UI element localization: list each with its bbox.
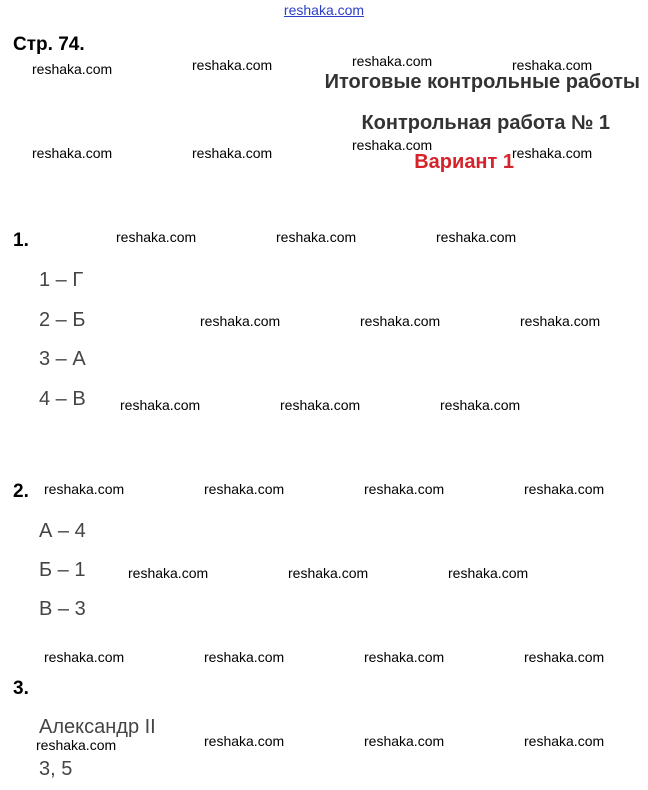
watermark: reshaka.com: [32, 145, 113, 161]
question-2-answer: В – 3: [39, 598, 86, 620]
watermark: reshaka.com: [44, 649, 125, 665]
watermark: reshaka.com: [524, 733, 605, 749]
watermark: reshaka.com: [32, 61, 113, 77]
question-1-answer: 4 – В: [39, 388, 86, 410]
question-2-answer: А – 4: [39, 520, 86, 542]
site-link[interactable]: reshaka.com: [283, 2, 365, 18]
watermark: reshaka.com: [364, 733, 445, 749]
question-3-answer: 3, 5: [39, 758, 73, 780]
watermark: reshaka.com: [520, 313, 601, 329]
watermark: reshaka.com: [436, 229, 517, 245]
question-3-answer: Александр II: [39, 716, 156, 738]
watermark: reshaka.com: [36, 737, 117, 753]
watermark: reshaka.com: [204, 649, 285, 665]
watermark: reshaka.com: [192, 57, 273, 73]
question-3-number: 3.: [13, 678, 29, 699]
watermark: reshaka.com: [116, 229, 197, 245]
page-number: Стр. 74.: [13, 34, 85, 55]
question-1-number: 1.: [13, 230, 29, 251]
question-2-answer: Б – 1: [39, 559, 86, 581]
watermark: reshaka.com: [352, 53, 433, 69]
watermark: reshaka.com: [364, 649, 445, 665]
watermark: reshaka.com: [288, 565, 369, 581]
watermark: reshaka.com: [524, 481, 605, 497]
variant-label: Вариант 1: [414, 151, 514, 173]
watermark: reshaka.com: [352, 137, 433, 153]
watermark: reshaka.com: [200, 313, 281, 329]
watermark: reshaka.com: [128, 565, 209, 581]
question-1-answer: 2 – Б: [39, 309, 86, 331]
watermark: reshaka.com: [448, 565, 529, 581]
watermark: reshaka.com: [44, 481, 125, 497]
watermark: reshaka.com: [360, 313, 441, 329]
watermark: reshaka.com: [204, 733, 285, 749]
watermark: reshaka.com: [440, 397, 521, 413]
watermark: reshaka.com: [120, 397, 201, 413]
watermark: reshaka.com: [524, 649, 605, 665]
watermark: reshaka.com: [512, 145, 593, 161]
watermark: reshaka.com: [276, 229, 357, 245]
watermark: reshaka.com: [512, 57, 593, 73]
test-title: Контрольная работа № 1: [361, 112, 610, 134]
section-title: Итоговые контрольные работы: [324, 71, 640, 93]
watermark: reshaka.com: [280, 397, 361, 413]
question-2-number: 2.: [13, 481, 29, 502]
watermark: reshaka.com: [192, 145, 273, 161]
question-1-answer: 1 – Г: [39, 269, 84, 291]
watermark: reshaka.com: [364, 481, 445, 497]
watermark: reshaka.com: [204, 481, 285, 497]
question-1-answer: 3 – А: [39, 348, 86, 370]
